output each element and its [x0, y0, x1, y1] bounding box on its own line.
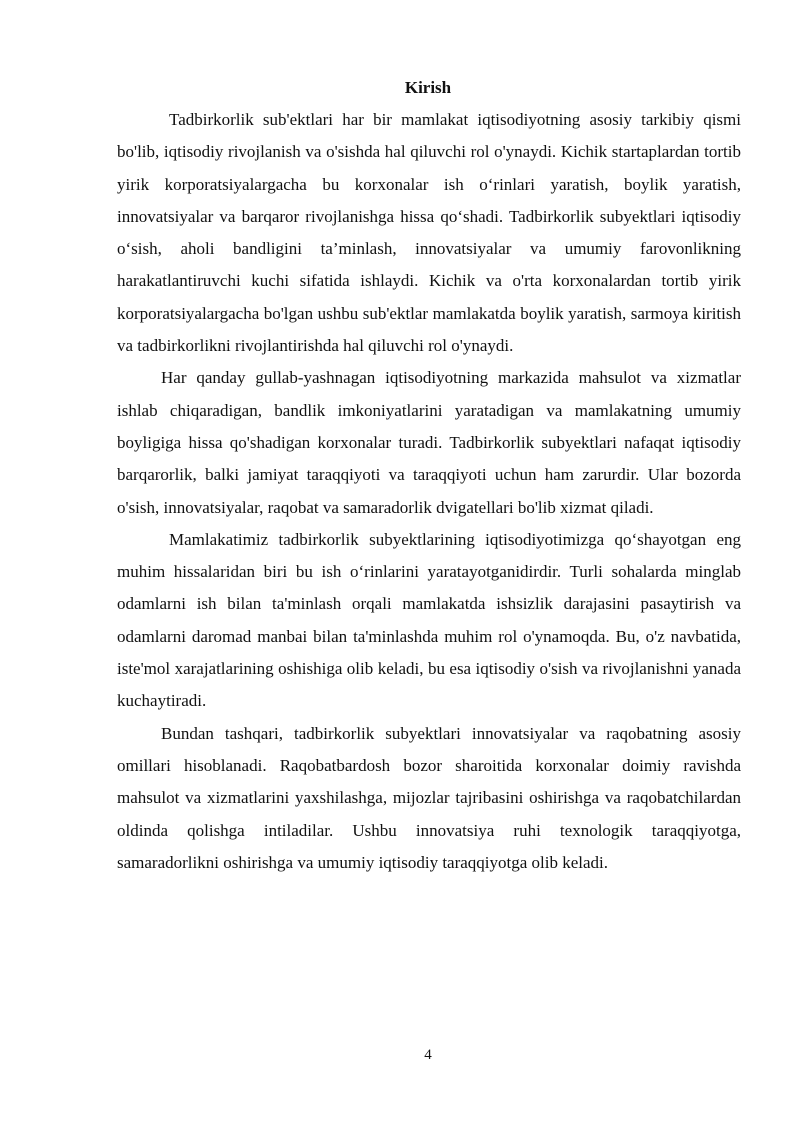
section-heading: Kirish: [404, 78, 452, 97]
paragraph-3: Mamlakatimiz tadbirkorlik subyektlarining iqtisodiyotimizga qo‘shayotgan eng muhim hissalaridan biri bu ish o‘rinlarini yaratayotganidirdir. Turli sohalarda minglab odamlarni ish bilan ta'minlash orqali mamlakatda ishsizlik darajasini pasaytirish va odamlarni daromad manbai bilan ta'minlashda muhim rol o'ynamoqda. Bu, o'z navbatida, iste'mol xarajatlarining oshishiga olib keladi, bu esa iqtisodiy o'sish va rivojlanishni yanada kuchaytiradi.: [117, 529, 741, 711]
paragraph-1: Tadbirkorlik sub'ektlari har bir mamlakat iqtisodiyotning asosiy tarkibiy qismi bo'lib, iqtisodiy rivojlanish va o'sishda hal qiluvchi rol o'ynaydi. Kichik startaplardan tortib yirik korporatsiyalargacha bu korxonalar ish o‘rinlari yaratish, boylik yaratish, innovatsiyalar va barqaror rivojlanishga hissa qo‘shadi. Tadbirkorlik subyektlari iqtisodiy o‘sish, aholi bandligini ta’minlash, innovatsiyalar va umumiy farovonlikning harakatlantiruvchi kuchi sifatida ishlaydi. Kichik va o'rta korxonalardan tortib yirik korporatsiyalargacha bo'lgan ushbu sub'ektlar mamlakatda boylik yaratish, sarmoya kiritish va tadbirkorlikni rivojlantirishda hal qiluvchi rol o'ynaydi.: [117, 110, 741, 356]
paragraph-4: Bundan tashqari, tadbirkorlik subyektlari innovatsiyalar va raqobatning asosiy omillari hisoblanadi. Raqobatbardosh bozor sharoitida korxonalar doimiy ravishda mahsulot va xizmatlarini yaxshilashga, mijozlar tajribasini oshirishga va raqobatchilardan oldinda qolishga intiladilar. Ushbu innovatsiya ruhi texnologik taraqqiyotga, samaradorlikni oshirishga va umumiy iqtisodiy taraqqiyotga olib keladi.: [117, 723, 741, 872]
paragraph-2: Har qanday gullab-yashnagan iqtisodiyotning markazida mahsulot va xizmatlar ishlab chiqaradigan, bandlik imkoniyatlarini yaratadigan va mamlakatning umumiy boyligiga hissa qo'shadigan korxonalar turadi. Tadbirkorlik subyektlari nafaqat iqtisodiy barqarorlik, balki jamiyat taraqqiyoti va taraqqiyoti uchun ham zarurdir. Ular bozorda o'sish, innovatsiyalar, raqobat va samaradorlik dvigatellari bo'lib xizmat qiladi.: [117, 368, 741, 517]
body-text: [117, 104, 741, 879]
page-number: 4: [424, 1047, 432, 1063]
